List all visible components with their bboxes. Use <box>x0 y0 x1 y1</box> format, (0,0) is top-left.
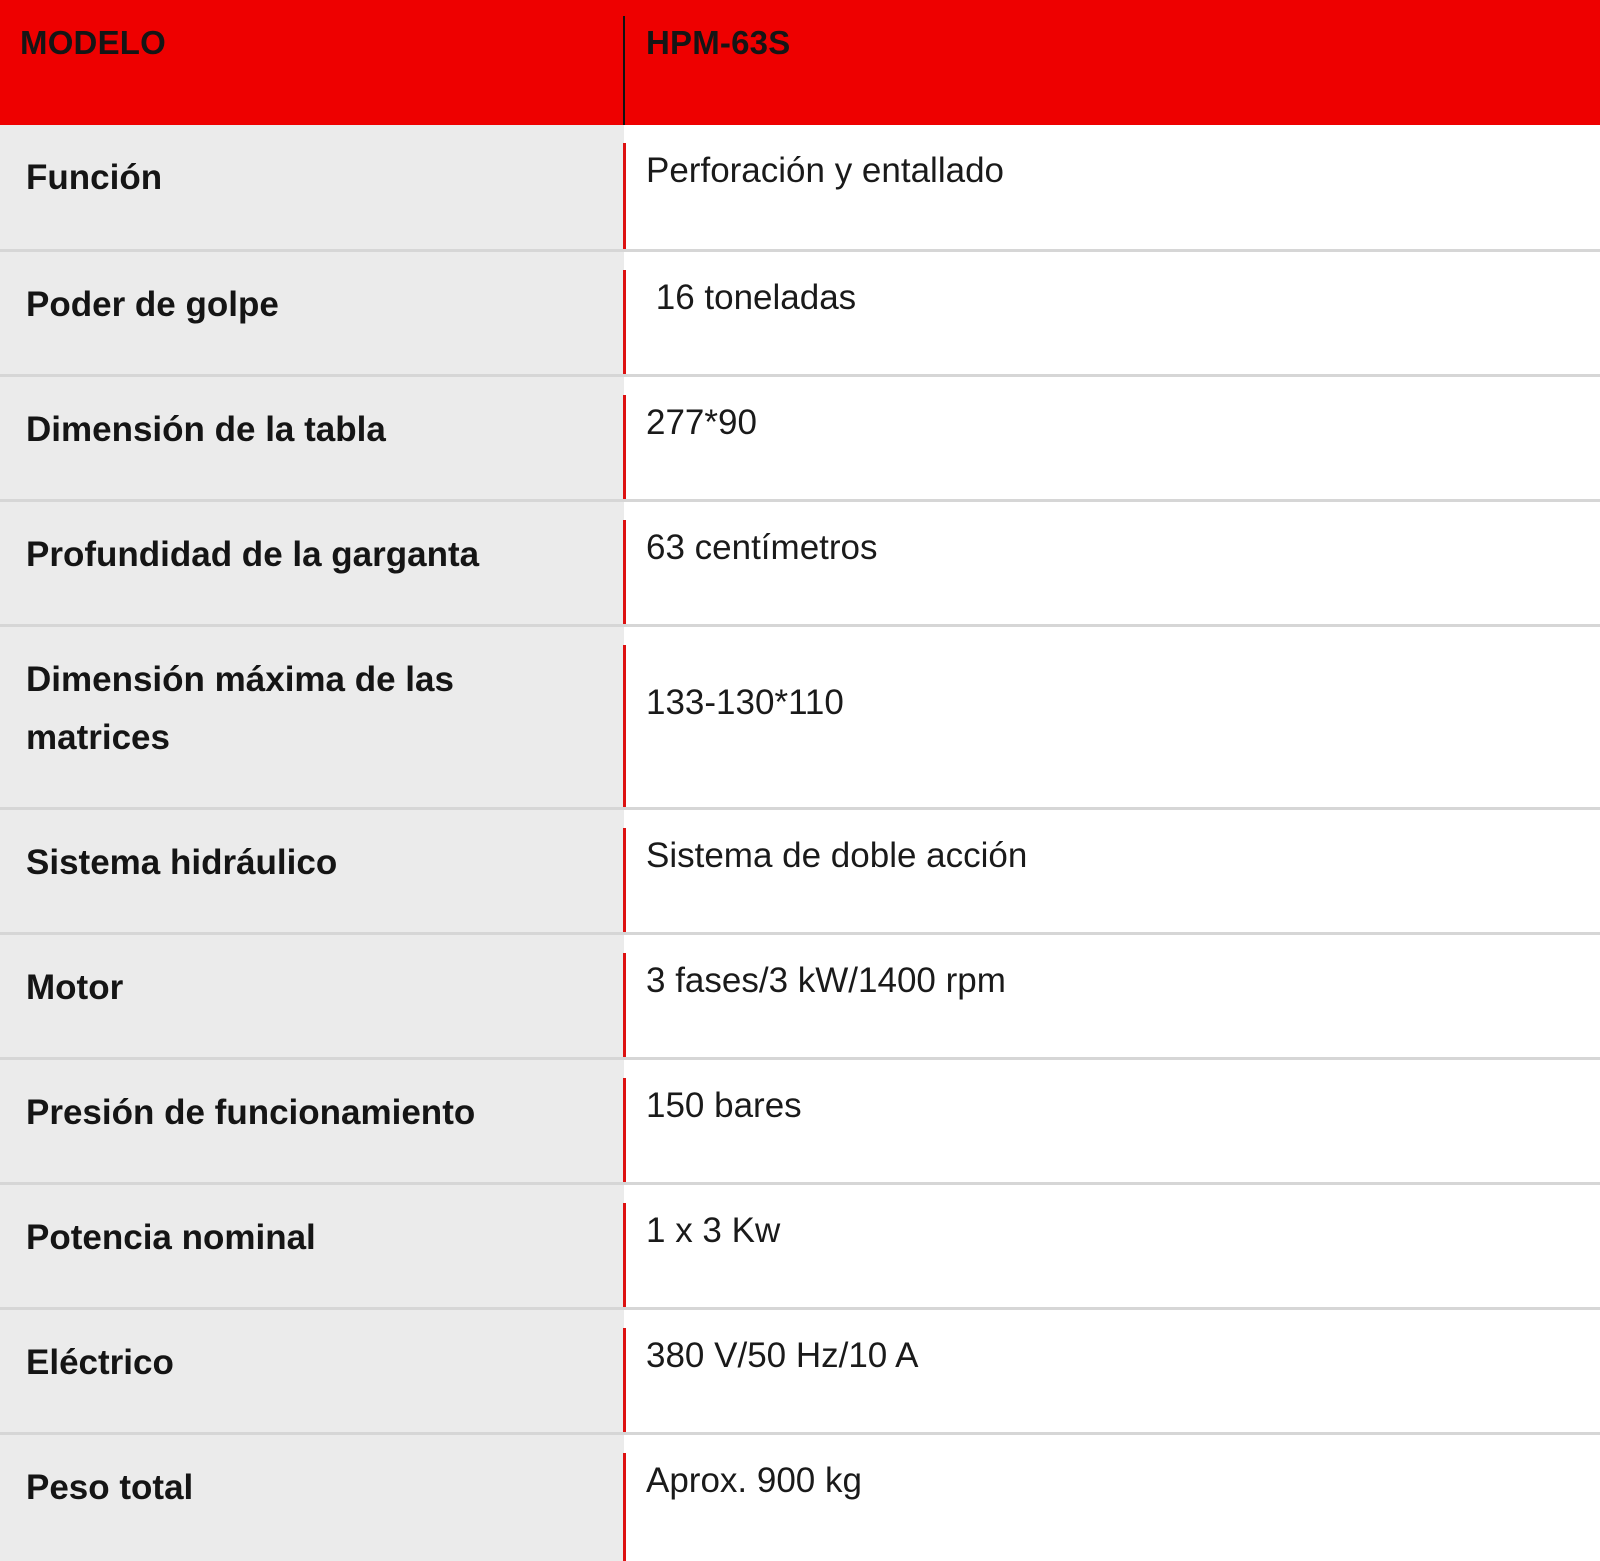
row-value: 3 fases/3 kW/1400 rpm <box>646 961 1006 1000</box>
accent-line <box>623 270 626 377</box>
row-label: Poder de golpe <box>26 285 279 324</box>
header-label: MODELO <box>20 24 167 61</box>
table-row-function <box>0 125 1600 252</box>
table-row-total-weight <box>0 1435 1600 1561</box>
row-label: Función <box>26 158 163 197</box>
accent-line <box>623 395 626 502</box>
row-label: Potencia nominal <box>26 1218 316 1257</box>
row-label: Eléctrico <box>26 1343 174 1382</box>
accent-line <box>623 1078 626 1185</box>
accent-line <box>623 520 626 627</box>
table-row-electrical <box>0 1310 1600 1435</box>
row-value: 1 x 3 Kw <box>646 1211 781 1250</box>
row-value: Sistema de doble acción <box>646 836 1028 875</box>
row-value: 380 V/50 Hz/10 A <box>646 1336 919 1375</box>
accent-line <box>623 953 626 1060</box>
header-value: HPM-63S <box>646 24 791 61</box>
row-value: Aprox. 900 kg <box>646 1461 862 1500</box>
row-value: 150 bares <box>646 1086 802 1125</box>
table-header-row <box>0 0 1600 125</box>
accent-line <box>623 1328 626 1435</box>
table-row-throat-depth <box>0 502 1600 627</box>
row-value: Perforación y entallado <box>646 151 1004 190</box>
table-row-working-pressure <box>0 1060 1600 1185</box>
accent-line <box>623 1453 626 1561</box>
row-label: Motor <box>26 968 124 1007</box>
table-row-hydraulic-system <box>0 810 1600 935</box>
accent-line <box>623 828 626 935</box>
accent-line <box>623 143 626 252</box>
row-label: Peso total <box>26 1468 194 1507</box>
row-label: Profundidad de la garganta <box>26 535 480 574</box>
row-value: 16 toneladas <box>646 278 857 317</box>
row-value: 133-130*110 <box>646 683 844 722</box>
table-row-motor <box>0 935 1600 1060</box>
table-row-punch-force <box>0 252 1600 377</box>
row-label: Dimensión de la tabla <box>26 410 386 449</box>
table-row-max-die-dimension <box>0 627 1600 810</box>
table-row-table-dimension <box>0 377 1600 502</box>
accent-line <box>623 645 626 810</box>
row-label: Sistema hidráulico <box>26 843 338 882</box>
row-value: 277*90 <box>646 403 757 442</box>
row-label: Presión de funcionamiento <box>26 1093 476 1132</box>
accent-line <box>623 1203 626 1310</box>
row-label: Dimensión máxima de las matrices <box>26 660 454 757</box>
row-value: 63 centímetros <box>646 528 878 567</box>
table-row-nominal-power <box>0 1185 1600 1310</box>
